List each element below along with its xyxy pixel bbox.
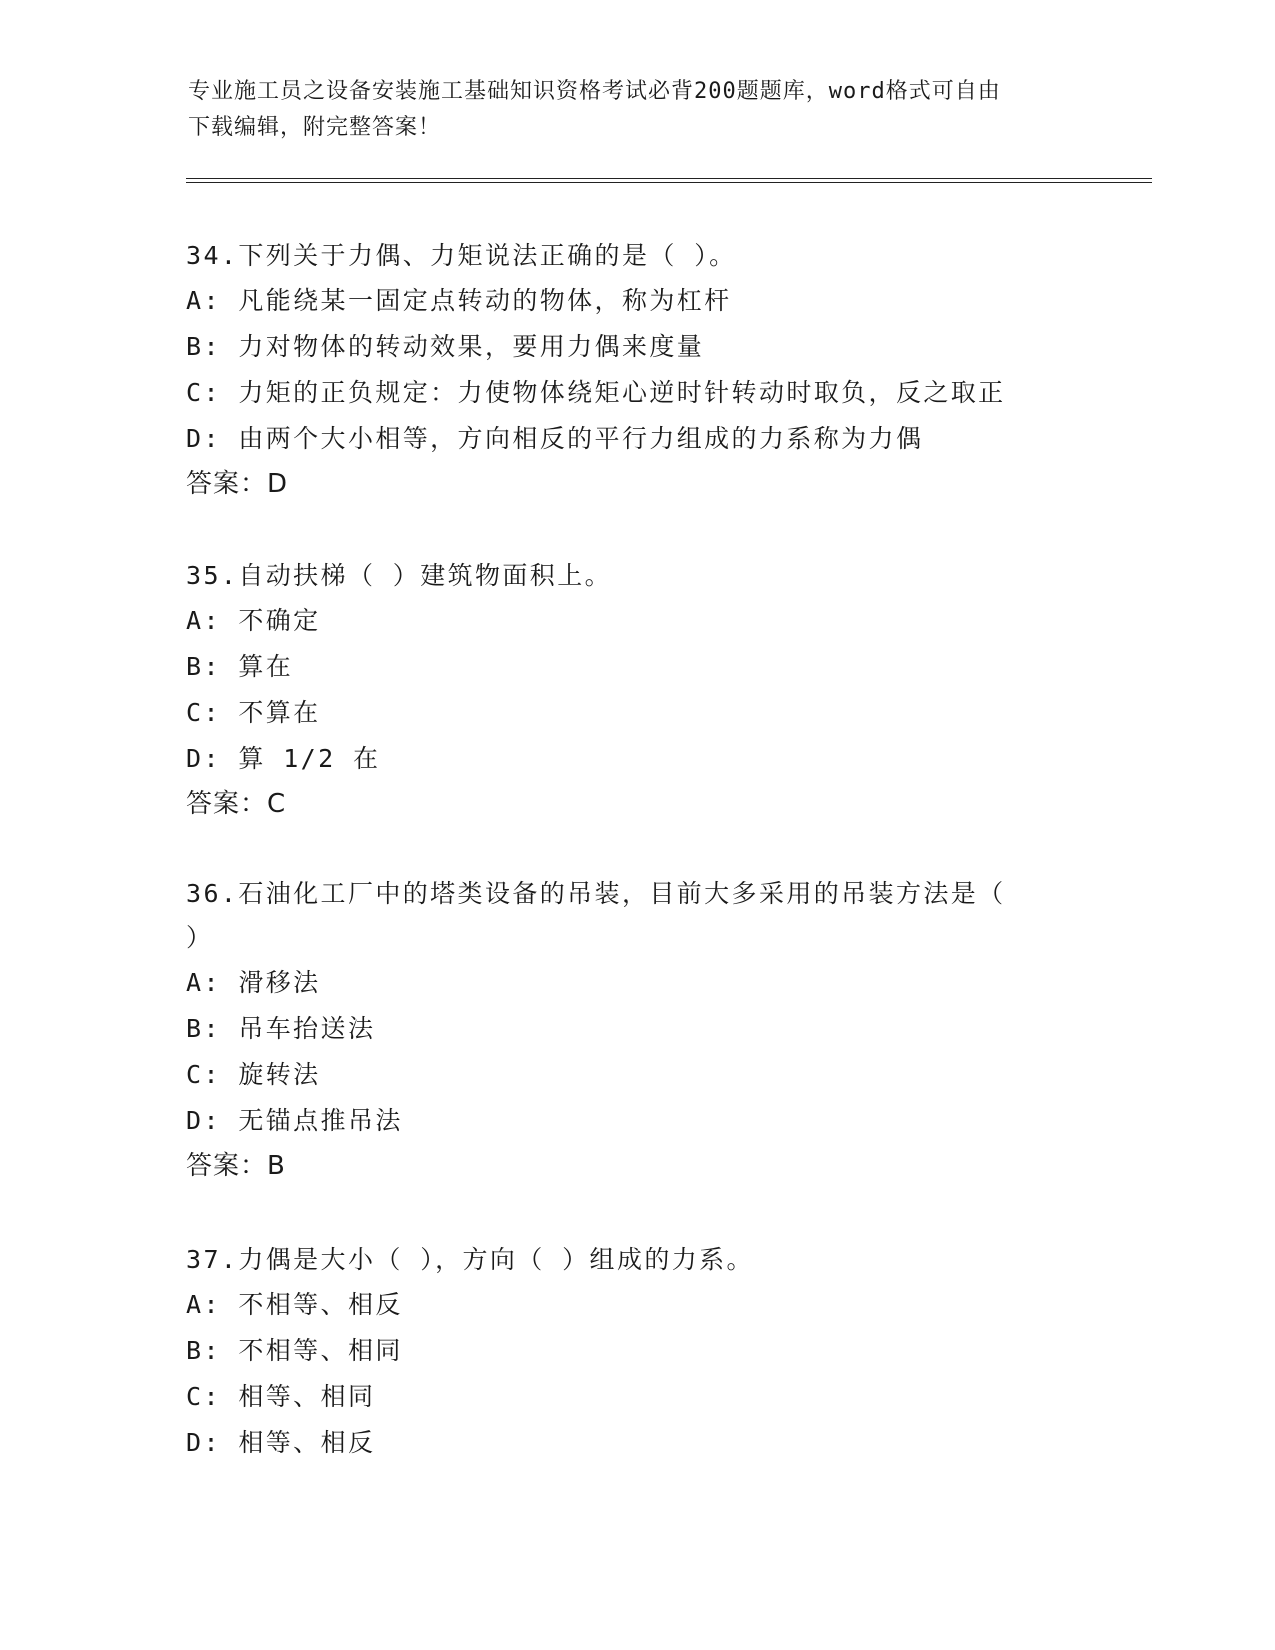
question-37 (186, 1238, 1066, 1466)
question-stem-line-2: ） (186, 923, 214, 952)
answer: 答案：D (186, 469, 289, 499)
header-divider-top (186, 178, 1152, 179)
option-a: A: 凡能绕某一固定点转动的物体，称为杠杆 (186, 286, 732, 315)
question-stem: 35.自动扶梯（ ）建筑物面积上。 (186, 561, 613, 590)
option-d: D: 由两个大小相等，方向相反的平行力组成的力系称为力偶 (186, 424, 924, 453)
option-d: D: 算 1/2 在 (186, 744, 381, 773)
option-b: B: 吊车抬送法 (186, 1014, 376, 1043)
header-line-2: 下载编辑，附完整答案！ (188, 115, 442, 140)
header-divider-bottom (186, 182, 1152, 183)
question-34 (186, 234, 1066, 506)
option-b: B: 不相等、相同 (186, 1336, 403, 1365)
question-35 (186, 554, 1066, 826)
option-a: A: 不相等、相反 (186, 1290, 403, 1319)
question-36 (186, 872, 1066, 1188)
option-a: A: 滑移法 (186, 968, 321, 997)
option-b: B: 力对物体的转动效果，要用力偶来度量 (186, 332, 705, 361)
answer: 答案：C (186, 789, 287, 819)
question-stem: 34.下列关于力偶、力矩说法正确的是（ ）。 (186, 241, 737, 270)
header-line-1: 专业施工员之设备安装施工基础知识资格考试必背200题题库，word格式可自由 (188, 79, 1001, 104)
option-c: C: 不算在 (186, 698, 321, 727)
option-c: C: 相等、相同 (186, 1382, 376, 1411)
option-c: C: 力矩的正负规定：力使物体绕矩心逆时针转动时取负，反之取正 (186, 378, 1006, 407)
option-a: A: 不确定 (186, 606, 321, 635)
answer: 答案：B (186, 1151, 286, 1181)
question-stem: 37.力偶是大小（ ），方向（ ）组成的力系。 (186, 1245, 754, 1274)
option-d: D: 相等、相反 (186, 1428, 376, 1457)
option-b: B: 算在 (186, 652, 294, 681)
option-c: C: 旋转法 (186, 1060, 321, 1089)
document-header (188, 74, 1078, 146)
option-d: D: 无锚点推吊法 (186, 1106, 403, 1135)
question-stem-line-1: 36.石油化工厂中的塔类设备的吊装，目前大多采用的吊装方法是（ (186, 879, 1006, 908)
